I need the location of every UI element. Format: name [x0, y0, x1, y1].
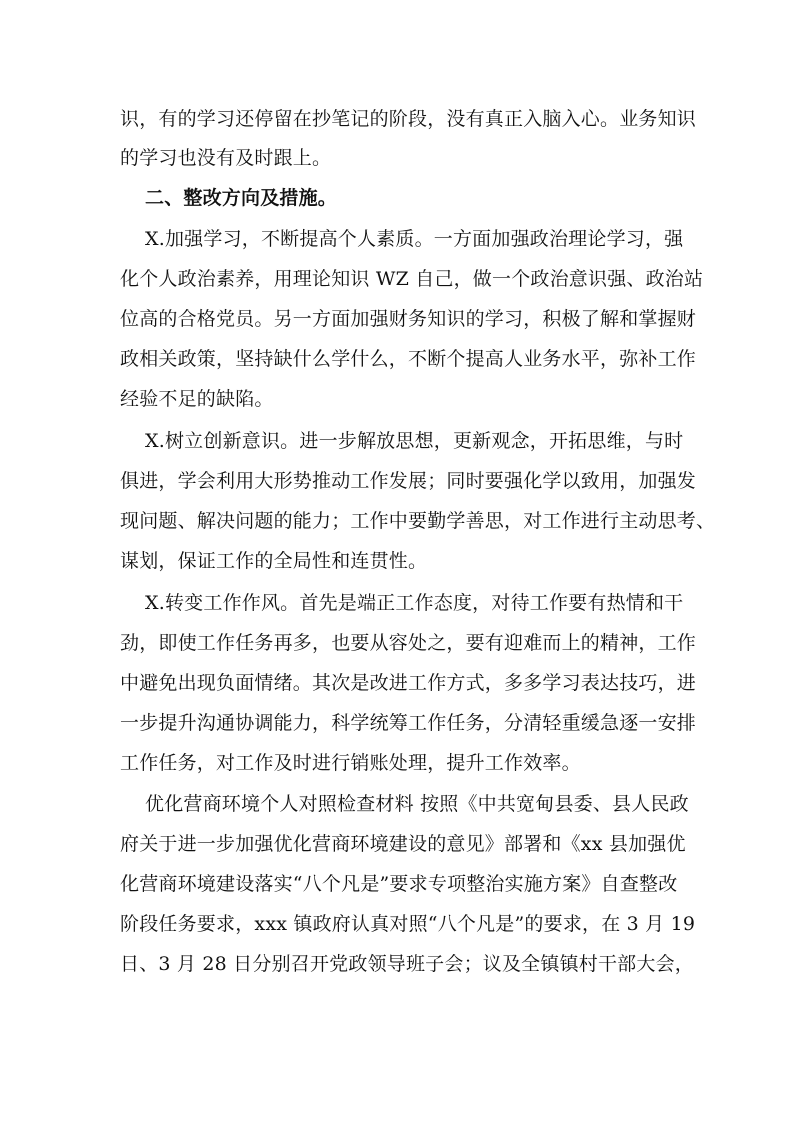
- paragraph-line: 位高的合格党员。另一方面加强财务知识的学习，积极了解和掌握财: [120, 308, 697, 330]
- paragraph-line: 的学习也没有及时跟上。: [120, 147, 332, 169]
- paragraph-line: 日、3 月 28 日分别召开党政领导班子会；议及全镇镇村干部大会，: [120, 953, 694, 975]
- paragraph-line: 化营商环境建设落实“八个凡是”要求专项整治实施方案》自查整改: [120, 873, 678, 895]
- paragraph-line: 工作任务，对工作及时进行销账处理，提升工作效率。: [120, 752, 581, 774]
- paragraph-line: 政相关政策，坚持缺什么学什么，不断个提高人业务水平，弥补工作: [120, 348, 697, 370]
- paragraph-line: 识，有的学习还停留在抄笔记的阶段，没有真正入脑入心。业务知识: [120, 108, 697, 130]
- section-heading: 二、整改方向及措施。: [145, 187, 338, 209]
- paragraph-line: 阶段任务要求，xxx 镇政府认真对照“八个凡是”的要求，在 3 月 19: [120, 913, 696, 935]
- paragraph-line: 俱进，学会利用大形势推动工作发展；同时要强化学以致用，加强发: [120, 470, 697, 492]
- paragraph-line: 谋划，保证工作的全局性和连贯性。: [120, 550, 428, 572]
- paragraph-line: 优化营商环境个人对照检查材料 按照《中共宽甸县委、县人民政: [145, 793, 689, 815]
- paragraph-line: 现问题、解决问题的能力；工作中要勤学善思，对工作进行主动思考、: [120, 510, 716, 532]
- paragraph-line: 经验不足的缺陷。: [120, 388, 274, 410]
- paragraph-line: 化个人政治素养，用理论知识 WZ 自己，做一个政治意识强、政治站: [120, 268, 704, 290]
- paragraph-line: 劲，即使工作任务再多，也要从容处之，要有迎难而上的精神，工作: [120, 632, 697, 654]
- paragraph-line: X.加强学习，不断提高个人素质。一方面加强政治理论学习，强: [145, 228, 684, 250]
- paragraph-line: 一步提升沟通协调能力，科学统筹工作任务，分清轻重缓急逐一安排: [120, 712, 697, 734]
- paragraph-line: 中避免出现负面情绪。其次是改进工作方式，多多学习表达技巧，进: [120, 672, 697, 694]
- paragraph-line: X.转变工作作风。首先是端正工作态度，对待工作要有热情和干: [145, 592, 684, 614]
- paragraph-line: X.树立创新意识。进一步解放思想，更新观念，开拓思维，与时: [145, 430, 684, 452]
- paragraph-line: 府关于进一步加强优化营商环境建设的意见》部署和《xx 县加强优: [120, 833, 686, 855]
